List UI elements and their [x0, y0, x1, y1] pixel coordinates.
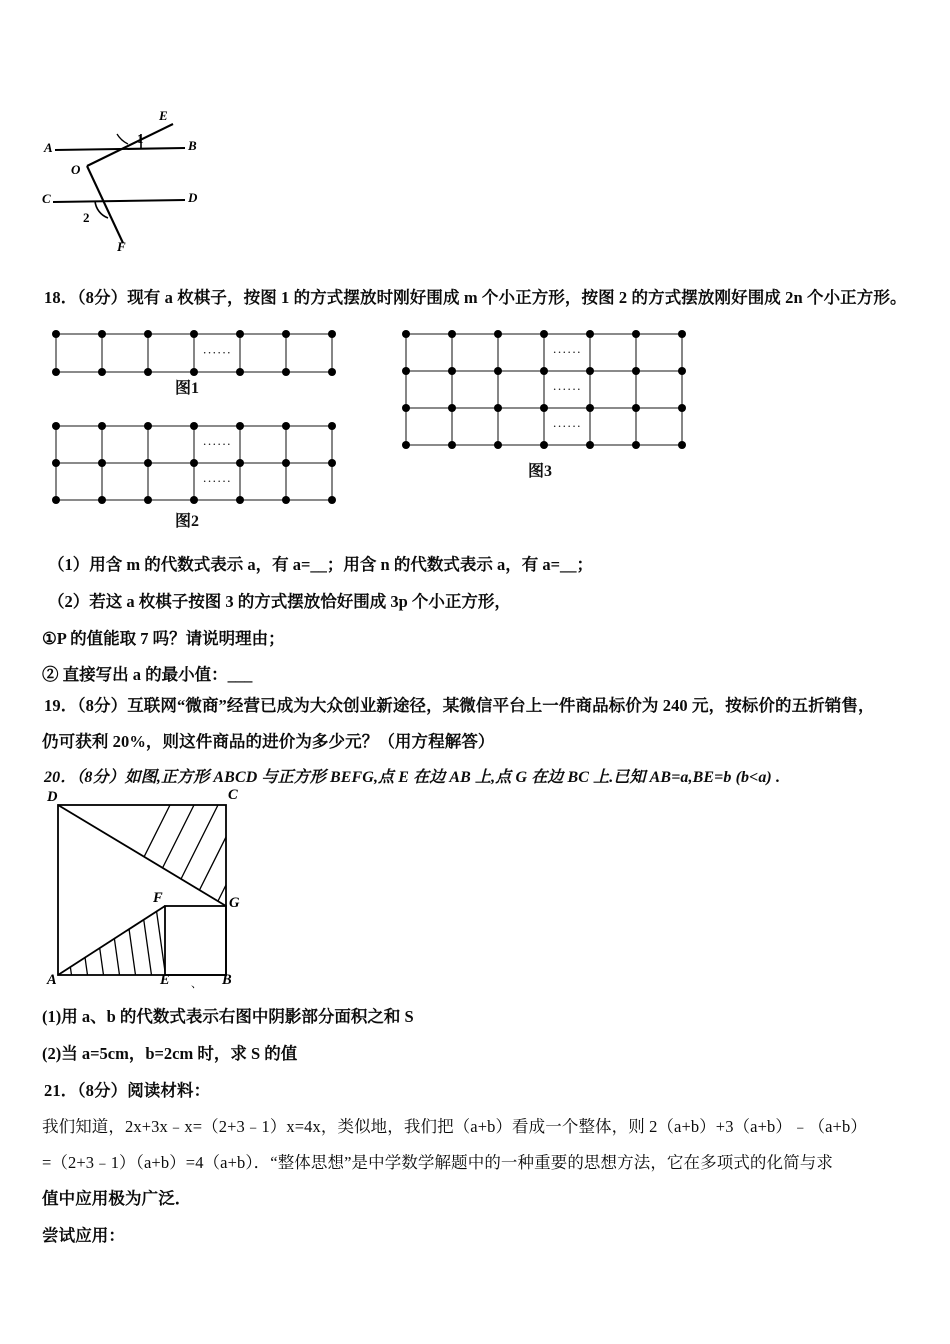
angle-figure-label-D: D	[188, 190, 198, 205]
figure-20-squares-diagram	[47, 787, 248, 990]
svg-text:······: ······	[202, 473, 232, 489]
figure-3-dot-grid	[400, 328, 688, 451]
question-19-line-2: 仍可获利 20%，则这件商品的进价为多少元？（用方程解答）	[42, 732, 495, 751]
angle-figure-label-F: F	[117, 239, 126, 254]
angle-figure-label-C: C	[42, 191, 51, 206]
svg-text:······: ······	[552, 344, 582, 360]
figure-1-dot-grid	[50, 328, 338, 378]
dot-grid-svg	[400, 328, 688, 451]
svg-text:······: ······	[552, 381, 582, 397]
figure-20-stray-mark: 、	[191, 978, 202, 990]
figure-angles-diagram	[42, 100, 245, 255]
svg-text:······: ······	[202, 436, 232, 452]
svg-text:······: ······	[552, 418, 582, 434]
angle-figure-label-A: A	[44, 140, 53, 155]
question-20-sub-1: (1)用 a、b 的代数式表示右图中阴影部分面积之和 S	[42, 1007, 414, 1026]
angle-figure-label-angle2: 2	[83, 210, 90, 225]
question-20-line-1: 20．（8分）如图,正方形 ABCD 与正方形 BEFG,点 E 在边 AB 上,点 G 在边 BC 上.已知 AB=a,BE=b (b<a) .	[44, 769, 781, 786]
question-18-sub-2: （2）若这 a 枚棋子按图 3 的方式摆放恰好围成 3p 个小正方形，	[48, 592, 511, 611]
figure-20-label-B: B	[222, 972, 232, 988]
figure-1-label: 图1	[175, 380, 200, 397]
question-21-line-1: 21．（8分）阅读材料：	[44, 1081, 211, 1100]
figure-20-label-G: G	[229, 895, 240, 911]
question-21-line-5: 尝试应用：	[42, 1226, 125, 1245]
figure-20-label-A: A	[47, 972, 57, 988]
figure-20-svg	[48, 793, 248, 988]
angle-figure-label-B: B	[188, 138, 197, 153]
question-21-line-4: 值中应用极为广泛．	[42, 1189, 192, 1208]
figure-20-label-C: C	[228, 787, 238, 803]
question-19-line-1: 19．（8分）互联网“微商”经营已成为大众创业新途径，某微信平台上一件商品标价为 240 元，按标价的五折销售，	[44, 696, 875, 715]
angle-figure-label-angle1: 1	[137, 131, 144, 146]
angle-figure-label-O: O	[71, 162, 81, 177]
figure-2-label: 图2	[175, 513, 200, 530]
figure-2-dot-grid	[50, 420, 338, 506]
dot-grid-svg	[50, 328, 338, 378]
question-21-line-3: =（2+3﹣1）（a+b）=4（a+b）．“整体思想”是中学数学解题中的一种重要的思想方法，它在多项式的化简与求	[42, 1153, 833, 1172]
angle-figure-label-E: E	[159, 108, 168, 123]
figure-20-label-F: F	[153, 890, 163, 906]
figure-20-label-E: E	[160, 972, 170, 988]
question-18-sub-2-2: ② 直接写出 a 的最小值：___	[42, 665, 253, 684]
dot-grid-svg	[50, 420, 338, 506]
question-18-sub-1: （1）用含 m 的代数式表示 a，有 a=__；用含 n 的代数式表示 a，有 a=__；	[48, 555, 593, 574]
svg-text:······: ······	[202, 345, 232, 360]
question-18-sub-2-1: ①P 的值能取 7 吗？请说明理由；	[42, 629, 285, 648]
question-18-statement: 18．（8分）现有 a 枚棋子，按图 1 的方式摆放时刚好围成 m 个小正方形，按图 2 的方式摆放刚好围成 2n 个小正方形。	[44, 288, 907, 307]
figure-3-label: 图3	[528, 463, 553, 480]
figure-20-label-D: D	[47, 789, 58, 805]
question-21-line-2: 我们知道，2x+3x﹣x=（2+3﹣1）x=4x，类似地，我们把（a+b）看成一个整体，则 2（a+b）+3（a+b）﹣（a+b）	[42, 1117, 867, 1136]
question-20-sub-2: (2)当 a=5cm，b=2cm 时，求 S 的值	[42, 1044, 298, 1063]
